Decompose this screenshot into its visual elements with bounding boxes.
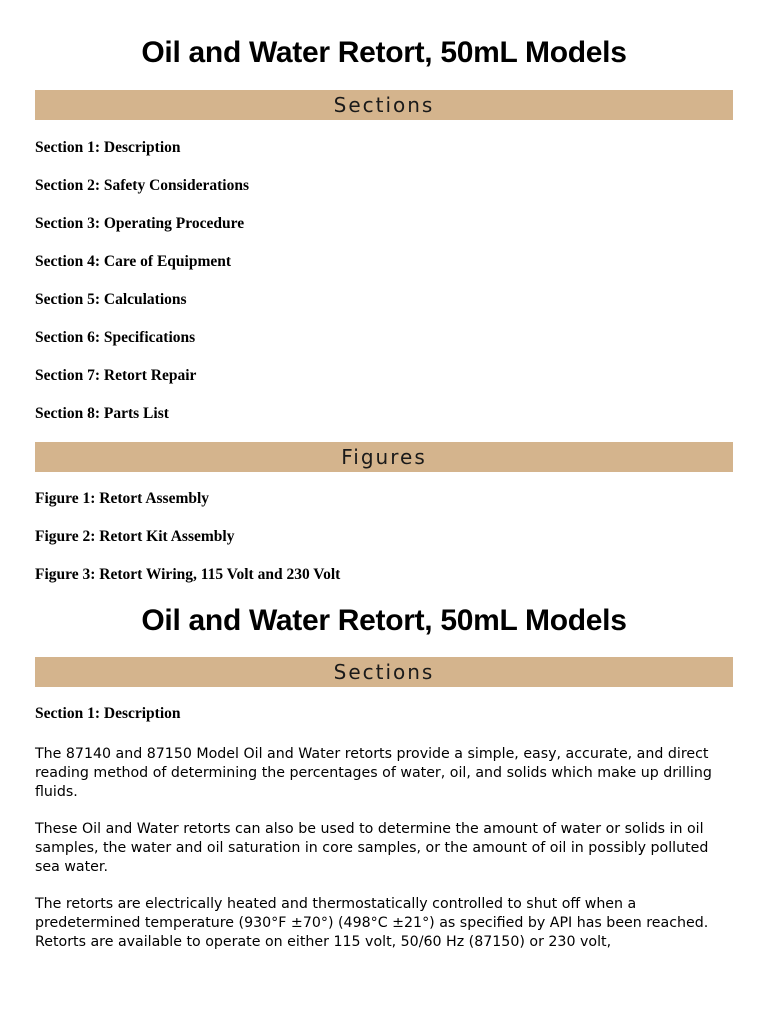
document-title-second: Oil and Water Retort, 50mL Models xyxy=(141,604,627,637)
figures-heading-band: Figures xyxy=(35,442,733,472)
section-link-care-of-equipment[interactable]: Section 4: Care of Equipment xyxy=(35,253,232,270)
section-link-parts-list[interactable]: Section 8: Parts List xyxy=(35,405,169,422)
section-link-specifications[interactable]: Section 6: Specifications xyxy=(35,329,196,346)
sections-heading-band: Sections xyxy=(35,90,733,120)
figure-link-retort-assembly[interactable]: Figure 1: Retort Assembly xyxy=(35,490,210,507)
section-link-safety[interactable]: Section 2: Safety Considerations xyxy=(35,177,249,194)
figure-link-retort-kit-assembly[interactable]: Figure 2: Retort Kit Assembly xyxy=(35,528,235,545)
document-title: Oil and Water Retort, 50mL Models xyxy=(141,36,627,69)
section-link-calculations[interactable]: Section 5: Calculations xyxy=(35,291,187,308)
section-link-operating-procedure[interactable]: Section 3: Operating Procedure xyxy=(35,215,245,232)
sections-heading-band-second: Sections xyxy=(35,657,733,687)
section-link-retort-repair[interactable]: Section 7: Retort Repair xyxy=(35,367,197,384)
description-paragraph: The 87140 and 87150 Model Oil and Water retorts provide a simple, easy, accurate, and direct reading method of determining the percentages of water, oil, and solids which make up drilling fluids. xyxy=(35,746,712,800)
figure-link-retort-wiring[interactable]: Figure 3: Retort Wiring, 115 Volt and 230 Volt xyxy=(35,566,341,583)
description-paragraph: These Oil and Water retorts can also be used to determine the amount of water or solids in oil samples, the water and oil saturation in core samples, or the amount of oil in possibly polluted sea water. xyxy=(35,821,709,875)
section-link-description[interactable]: Section 1: Description xyxy=(35,139,181,156)
description-paragraph: The retorts are electrically heated and thermostatically controlled to shut off when a predetermined temperature (930°F ±70°) (498°C ±21°) as specified by API has been reached. Retorts are available to operate on either 115 volt, 50/60 Hz (87150) or 230 volt, xyxy=(35,896,709,950)
section-heading-description: Section 1: Description xyxy=(35,705,181,722)
